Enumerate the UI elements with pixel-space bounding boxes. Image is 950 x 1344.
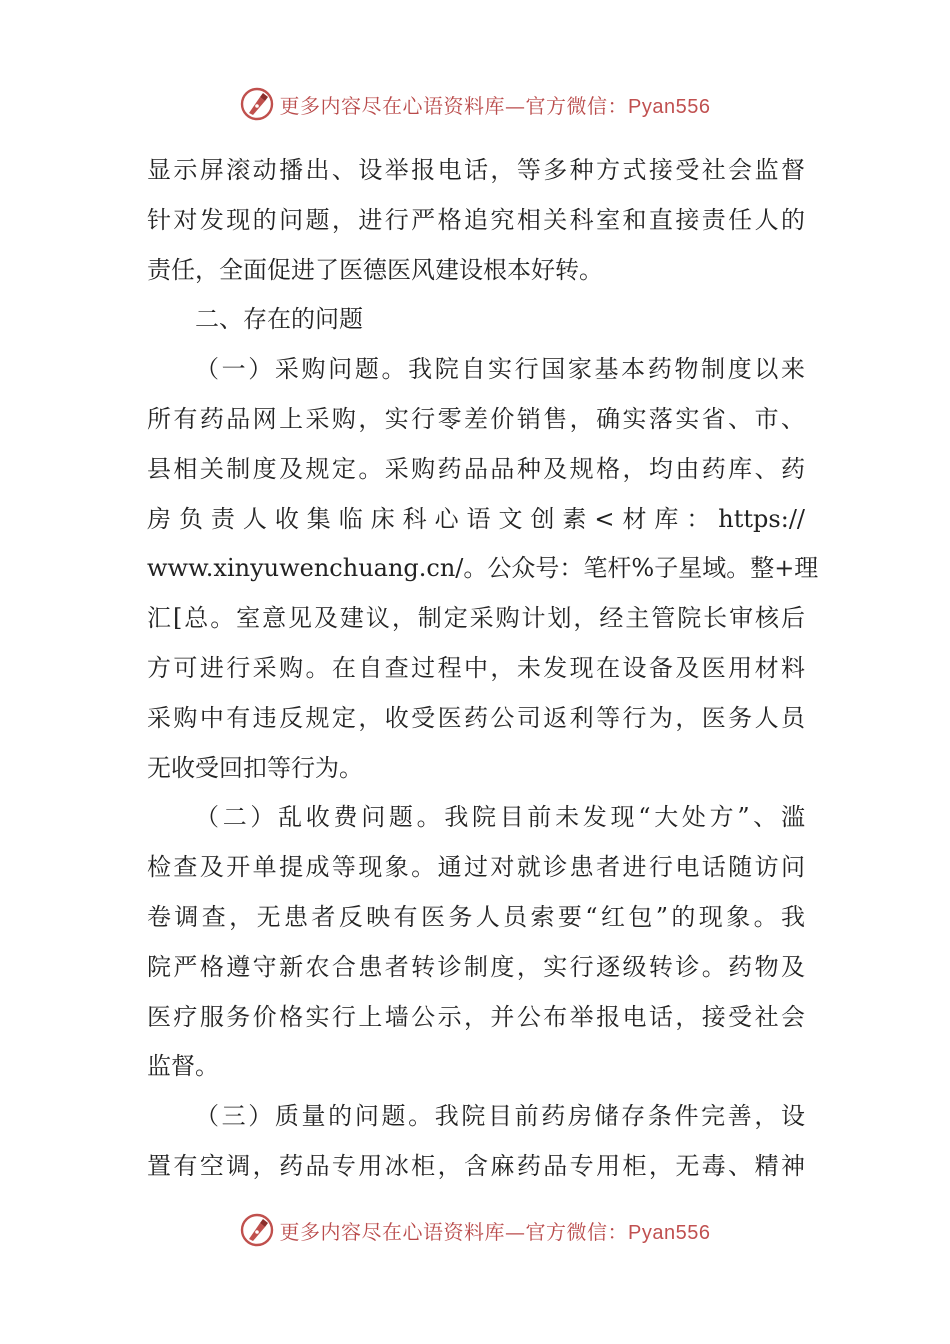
- paragraph-procurement: [147, 345, 819, 793]
- text-line: 无收受回扣等行为。: [147, 753, 363, 782]
- text-line: 责任，全面促进了医德医风建设根本好转。: [147, 255, 603, 284]
- text-line: 显示屏滚动播出、设举报电话，等多种方式接受社会监督: [147, 156, 805, 184]
- text-line: 院严格遵守新农合患者转诊制度，实行逐级转诊。药物及: [147, 952, 805, 981]
- watermark-text: 更多内容尽在心语资料库—官方微信：Pyan556: [279, 93, 711, 118]
- text-line: （二）乱收费问题。我院目前未发现“大处方”、滥: [195, 803, 805, 832]
- watermark-text: 更多内容尽在心语资料库—官方微信：Pyan556: [279, 1219, 711, 1244]
- text-line: www.xinyuwenchuang.cn/。公众号：笔杆%子星域。整+理: [147, 554, 819, 583]
- text-line: （一）采购问题。我院自实行国家基本药物制度以来: [195, 355, 805, 384]
- text-line: 医疗服务价格实行上墙公示，并公布举报电话，接受社会: [147, 1002, 805, 1031]
- pen-nib-logo-icon: [240, 1213, 274, 1247]
- section-heading: 二、存在的问题: [195, 305, 363, 334]
- text-line: 卷调查，无患者反映有医务人员索要“红包”的现象。我: [147, 902, 805, 931]
- footer-watermark-banner: [0, 1210, 950, 1250]
- text-line: 县相关制度及规定。采购药品品种及规格，均由药库、药: [147, 454, 805, 483]
- document-body: [147, 146, 819, 1192]
- text-line: 房负责人收集临床科心语文创素<材库：https://: [147, 504, 805, 533]
- text-line: 监督。: [147, 1052, 219, 1081]
- text-line: （三）质量的问题。我院目前药房储存条件完善，设: [195, 1102, 805, 1131]
- pen-nib-logo-icon: [240, 87, 274, 121]
- text-line: 所有药品网上采购，实行零差价销售，确实落实省、市、: [147, 404, 805, 433]
- text-line: 汇[总。室意见及建议，制定采购计划，经主管院长审核后: [147, 604, 805, 633]
- header-watermark-banner: [0, 84, 950, 124]
- text-line: 方可进行采购。在自查过程中，未发现在设备及医用材料: [147, 653, 805, 682]
- text-line: 检查及开单提成等现象。通过对就诊患者进行电话随访问: [147, 853, 805, 882]
- paragraph-fees: [147, 793, 805, 1092]
- paragraph-continuation: [147, 146, 805, 295]
- text-line: 置有空调，药品专用冰柜，含麻药品专用柜，无毒、精神: [147, 1151, 805, 1180]
- text-line: 采购中有违反规定，收受医药公司返利等行为，医务人员: [147, 703, 805, 732]
- paragraph-quality: [147, 1092, 805, 1192]
- text-line: 针对发现的问题，进行严格追究相关科室和直接责任人的: [147, 205, 805, 234]
